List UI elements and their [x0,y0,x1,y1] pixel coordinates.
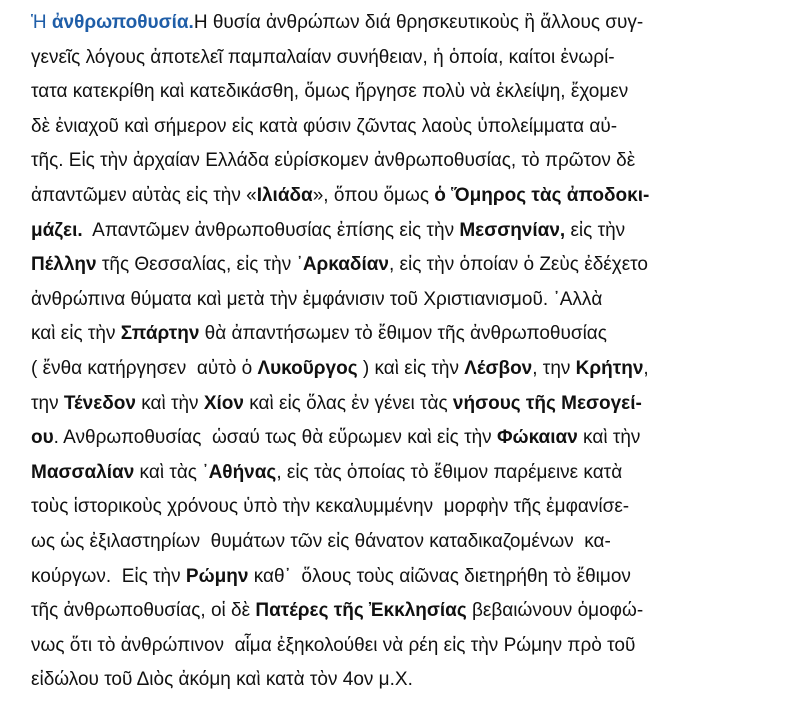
emphasis-run: μάζει. [31,219,83,241]
text-run: τῆς Θεσσαλίας, εἰς τὴν ᾿ [96,254,303,276]
emphasis-run: Σπάρτην [120,323,200,345]
emphasis-run: Λέσβον [464,358,533,379]
emphasis-run: ἀνθρωποθυσία. [51,12,194,33]
text-run: εἰς τὴν [565,219,626,241]
text-line [31,46,771,70]
text-run: , την [532,358,576,379]
text-line [31,426,771,450]
text-run: δὲ ἐνιαχοῦ καὶ σήμερον εἰς κατὰ φύσιν ζῶντας λαοὺς ὑπολείμματα αὐ- [31,115,618,137]
text-run: εἰδώλου τοῦ Διὸς ἀκόμη καὶ κατὰ τὸν 4ον μ.Χ. [31,669,413,691]
emphasis-run: Χίον [203,392,244,414]
text-line [31,184,771,208]
emphasis-run: Μασσαλίαν [31,461,135,483]
emphasis-run: Λυκοῦργος [257,358,358,379]
emphasis-run: Ιλιάδα [256,185,313,206]
text-run: γενεῖς λόγους ἀποτελεῖ παμπαλαίαν συνήθειαν, ἡ ὁποία, καίτοι ἐνωρί- [31,46,615,68]
text-run: τῆς ἀνθρωποθυσίας, οἱ δὲ [31,600,256,622]
text-run: νως ὅτι τὸ ἀνθρώπινον αἷμα ἐξηκολούθει νὰ ρέη εἰς τὴν Ρώμην πρὸ τοῦ [31,634,636,656]
text-line [31,288,771,312]
text-line [31,599,771,623]
emphasis-run: Φώκαιαν [496,427,578,449]
text-run: Η θυσία ἀνθρώπων διά θρησκευτικοὺς ἢ ἄλλους συγ- [193,12,644,33]
text-line [31,565,771,589]
text-run: », ὅπου ὅμως [312,185,435,206]
text-run: , [643,358,649,379]
text-run: καὶ εἰς τὴν [31,323,121,345]
emphasis-run: ου [31,427,54,449]
text-run: τατα κατεκρίθη καὶ κατεδικάσθη, ὅμως ἤργησε πολὺ νὰ ἐκλείψη, ἔχομεν [31,81,629,103]
text-run: , εἰς τὴν ὁποίαν ὁ Ζεὺς ἐδέχετο [388,254,648,276]
emphasis-run: Πατέρες τῆς Ἐκκλησίας [255,600,467,622]
text-run: ἀπαντῶμεν αὐτὰς εἰς τὴν « [31,185,257,206]
text-run: καθ᾿ ὅλους τοὺς αἰῶνας διετηρήθη τὸ ἔθιμον [248,565,631,587]
text-run: ( ἔνθα κατήργησεν αὐτὸ ὁ [31,358,258,379]
emphasis-run: Ρώμην [185,565,249,587]
emphasis-run: Αρκαδίαν [302,254,389,276]
text-line [31,461,771,485]
text-run: καὶ εἰς ὅλας ἐν γένει τὰς [243,392,453,414]
text-line [31,11,771,35]
text-run: βεβαιώνουν ὁμοφώ- [466,600,644,622]
emphasis-run: ὁ Ὅμηρος τὰς ἀποδοκι- [434,185,650,206]
emphasis-run: Κρήτην [575,358,644,379]
emphasis-run: νήσους τῆς Μεσογεί- [452,392,642,414]
text-run: καὶ τὴν [577,427,641,449]
text-run: καὶ τὰς ᾿ [134,461,209,483]
emphasis-run: Πέλλην [31,254,97,276]
text-line [31,357,771,381]
text-run: καὶ τὴν [135,392,204,414]
text-line [31,322,771,346]
text-run: ) καὶ εἰς τὴν [357,358,465,379]
text-line [31,392,771,416]
text-run: ἀνθρώπινα θύματα καὶ μετὰ τὴν ἐμφάνισιν τοῦ Χριστιανισμοῦ. ᾿Αλλὰ [31,288,603,310]
text-run: Απαντῶμεν ἀνθρωποθυσίας ἐπίσης εἰς τὴν [82,219,460,241]
text-run: τοὺς ἱστορικοὺς χρόνους ὑπὸ τὴν κεκαλυμμένην μορφὴν τῆς ἐμφανίσε- [31,496,630,518]
text-line [31,634,771,658]
text-line [31,149,771,173]
emphasis-run: Τένεδον [63,392,136,414]
text-line [31,80,771,104]
text-line [31,253,771,277]
text-line [31,115,771,139]
emphasis-run: Ἡ [31,12,52,33]
emphasis-run: Αθήνας [208,461,277,483]
text-line [31,219,771,243]
text-run: , εἰς τὰς ὁποίας τὸ ἔθιμον παρέμεινε κατὰ [276,461,623,483]
text-run: . Ανθρωποθυσίας ὡσαύ τως θὰ εὕρωμεν καὶ εἰς τὴν [53,427,497,449]
text-run: τῆς. Εἰς τὴν ἀρχαίαν Ελλάδα εὑρίσκομεν ἀνθρωποθυσίας, τὸ πρῶτον δὲ [31,150,636,172]
emphasis-run: Μεσσηνίαν, [459,219,566,241]
text-line [31,530,771,554]
text-run: την [31,392,64,414]
text-run: ως ὡς ἐξιλαστηρίων θυμάτων τῶν εἰς θάνατον καταδικαζομένων κα- [31,531,611,552]
text-line [31,668,771,692]
text-run: θὰ ἀπαντήσωμεν τὸ ἔθιμον τῆς ἀνθρωποθυσίας [199,323,607,345]
text-run: κούργων. Εἰς τὴν [31,565,186,587]
text-line [31,495,771,519]
